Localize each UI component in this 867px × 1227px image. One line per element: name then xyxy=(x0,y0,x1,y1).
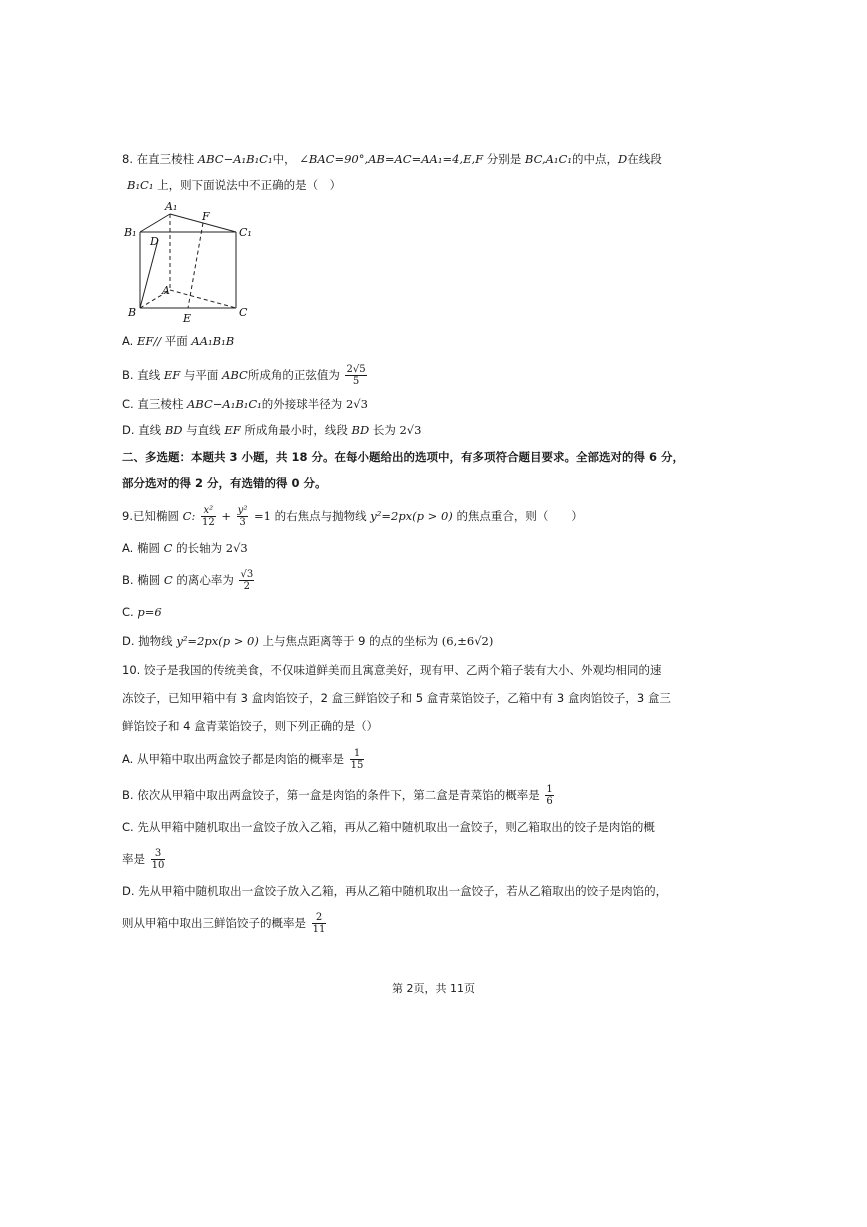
fraction xyxy=(151,848,166,871)
q9-text: 的焦点重合，则（ ） xyxy=(456,509,583,523)
q9-text: B. 椭圆 xyxy=(122,573,161,587)
q9-option-a xyxy=(122,539,248,557)
numerator: x² xyxy=(201,505,216,517)
section-2-heading: 二、多选题：本题共 3 小题，共 18 分。在每小题给出的选项中，有多项符合题目要求。全部选对的得 6 分， xyxy=(122,450,685,464)
label-d: D xyxy=(150,235,159,248)
numerator: 2 xyxy=(312,912,327,924)
q10-line-1: 10. 饺子是我国的传统美食，不仅味道鲜美而且寓意美好，现有甲、乙两个箱子装有大小、外观均相同的速 xyxy=(122,663,662,677)
label-b: B xyxy=(128,306,137,319)
fraction xyxy=(239,569,254,592)
numerator: √3 xyxy=(240,569,254,580)
q9-text: 的离心率为 xyxy=(176,573,234,587)
q8-abc: ABC xyxy=(222,368,248,382)
q8-value: 2√3 xyxy=(399,423,422,437)
q8-plane: AA₁B₁B xyxy=(191,334,235,348)
numerator: 2√5 xyxy=(346,364,366,375)
page-footer: 第 2页，共 11页 xyxy=(392,982,475,995)
q10-line-2: 冻饺子，已知甲箱中有 3 盒肉馅饺子，2 盒三鲜馅饺子和 5 盒青菜馅饺子，乙箱中有 3 盒肉馅饺子，3 盒三 xyxy=(122,691,671,705)
label-f: F xyxy=(202,210,210,223)
q10-text: B. 依次从甲箱中取出两盒饺子，第一盒是肉馅的条件下，第二盒是青菜馅的概率是 xyxy=(122,788,540,802)
q10-option-c-line-2 xyxy=(122,848,167,871)
q8-text: 长为 xyxy=(372,423,396,437)
denominator: 6 xyxy=(546,796,553,807)
numerator: 1 xyxy=(546,784,553,795)
option-label: C. xyxy=(122,605,134,619)
q8-text: 直线 xyxy=(137,368,161,382)
label-e: E xyxy=(183,312,192,324)
fraction xyxy=(201,505,216,528)
q9-text: 的长轴为 xyxy=(176,541,223,555)
q8-line-1 xyxy=(122,150,662,168)
denominator: 15 xyxy=(350,760,364,771)
q8-bd: BD xyxy=(351,423,370,437)
q8-bd: BD xyxy=(164,423,183,437)
q8-text: 的外接球半径为 xyxy=(261,397,343,411)
q8-number: 8. xyxy=(122,152,133,166)
numerator: 1 xyxy=(350,748,365,760)
fraction xyxy=(350,748,365,771)
q8-option-b xyxy=(122,364,369,387)
label-a1: A₁ xyxy=(165,200,178,213)
q9-parabola: y²=2px(p > 0) xyxy=(370,509,453,523)
q8-segments: BC,A₁C₁ xyxy=(524,152,572,166)
q9-c: C xyxy=(163,541,173,555)
q9-text: 上与焦点距离等于 9 的点的坐标为 xyxy=(262,634,439,648)
q8-segment-b1c1: B₁C₁ xyxy=(127,178,154,192)
denominator: 5 xyxy=(352,376,360,387)
q8-text: 的中点， xyxy=(571,152,618,166)
q8-point-d: D xyxy=(617,152,628,166)
numerator: y² xyxy=(237,505,248,516)
q8-text: 平面 xyxy=(164,334,188,348)
q10-text: 率是 xyxy=(122,852,145,866)
q9-value: 2√3 xyxy=(225,541,248,555)
q9-number: 9. xyxy=(122,509,133,523)
q10-option-d-line-1: D. 先从甲箱中随机取出一盒饺子放入乙箱，再从乙箱中随机取出一盒饺子，若从乙箱取出的饺子是肉馅的， xyxy=(122,884,668,898)
q8-text: 直三棱柱 xyxy=(137,397,184,411)
q8-text: 在直三棱柱 xyxy=(136,152,195,166)
q8-text: 所成角的正弦值为 xyxy=(247,368,340,382)
numerator: 3 xyxy=(151,848,166,860)
q9-text: 已知椭圆 xyxy=(132,509,179,523)
q8-prism: ABC−A₁B₁C₁ xyxy=(197,152,273,166)
label-c: C xyxy=(239,306,248,319)
q8-line-2 xyxy=(127,176,341,194)
q10-option-c-line-1: C. 先从甲箱中随机取出一盒饺子放入乙箱，再从乙箱中随机取出一盒饺子，则乙箱取出的饺子是肉馅的概 xyxy=(122,820,655,834)
q8-text: 所成角最小时，线段 xyxy=(244,423,348,437)
plus-sign: + xyxy=(221,509,232,523)
q9-text: A. 椭圆 xyxy=(122,541,160,555)
denominator: 12 xyxy=(201,517,215,528)
label-a: A xyxy=(162,284,170,297)
q8-ef: EF xyxy=(163,368,181,382)
q8-text: 直线 xyxy=(138,423,162,437)
q8-text: 与平面 xyxy=(183,368,219,382)
q8-value: 2√3 xyxy=(345,397,368,411)
q8-option-d xyxy=(122,421,421,439)
denominator: 10 xyxy=(151,860,165,871)
label-c1: C₁ xyxy=(239,226,252,239)
denominator: 11 xyxy=(312,924,326,935)
q10-option-d-line-2 xyxy=(122,912,328,935)
option-label: C. xyxy=(122,397,134,411)
q10-option-a xyxy=(122,748,366,771)
section-2-heading-cont: 部分选对的得 2 分，有选错的得 0 分。 xyxy=(122,476,327,490)
q9-value: (6,±6√2) xyxy=(441,634,494,648)
q9-line-1 xyxy=(122,505,583,528)
q10-text: A. 从甲箱中取出两盒饺子都是肉馅的概率是 xyxy=(122,752,344,766)
q9-c: C xyxy=(163,573,173,587)
q9-option-c xyxy=(122,603,162,621)
fraction xyxy=(545,784,553,807)
prism-figure xyxy=(118,196,258,324)
q8-text: 在线段 xyxy=(627,152,662,166)
denominator: 2 xyxy=(243,581,251,592)
q10-text: 则从甲箱中取出三鲜馅饺子的概率是 xyxy=(122,916,306,930)
q8-text: 与直线 xyxy=(186,423,221,437)
q8-text: 中， xyxy=(272,152,296,166)
option-label: A. xyxy=(122,334,134,348)
q9-ellipse-name: C: xyxy=(182,509,196,523)
q10-line-3: 鲜馅饺子和 4 盒青菜馅饺子，则下列正确的是（） xyxy=(122,719,379,733)
option-label: D. xyxy=(122,423,135,437)
q9-text: D. 抛物线 xyxy=(122,634,173,648)
q9-option-d xyxy=(122,632,493,650)
q8-ef-parallel: EF// xyxy=(136,334,162,348)
denominator: 3 xyxy=(239,517,246,528)
fraction xyxy=(345,364,366,387)
q8-prism: ABC−A₁B₁C₁ xyxy=(187,397,262,411)
equals: =1 xyxy=(254,509,271,523)
q8-ef: EF xyxy=(224,423,241,437)
q9-value: p=6 xyxy=(137,605,162,619)
q8-option-a xyxy=(122,332,234,350)
q9-text: 的右焦点与抛物线 xyxy=(274,509,367,523)
fraction xyxy=(237,505,249,528)
q10-option-b xyxy=(122,784,556,807)
q9-option-b xyxy=(122,569,256,592)
q8-option-c xyxy=(122,395,368,413)
option-label: B. xyxy=(122,368,134,382)
fraction xyxy=(312,912,327,935)
label-b1: B₁ xyxy=(124,226,137,239)
q8-conditions: ∠BAC=90°,AB=AC=AA₁=4,E,F xyxy=(299,152,484,166)
q9-parabola: y²=2px(p > 0) xyxy=(176,634,259,648)
q8-text: 上，则下面说法中不正确的是（ ） xyxy=(157,178,342,192)
q8-text: 分别是 xyxy=(486,152,522,166)
